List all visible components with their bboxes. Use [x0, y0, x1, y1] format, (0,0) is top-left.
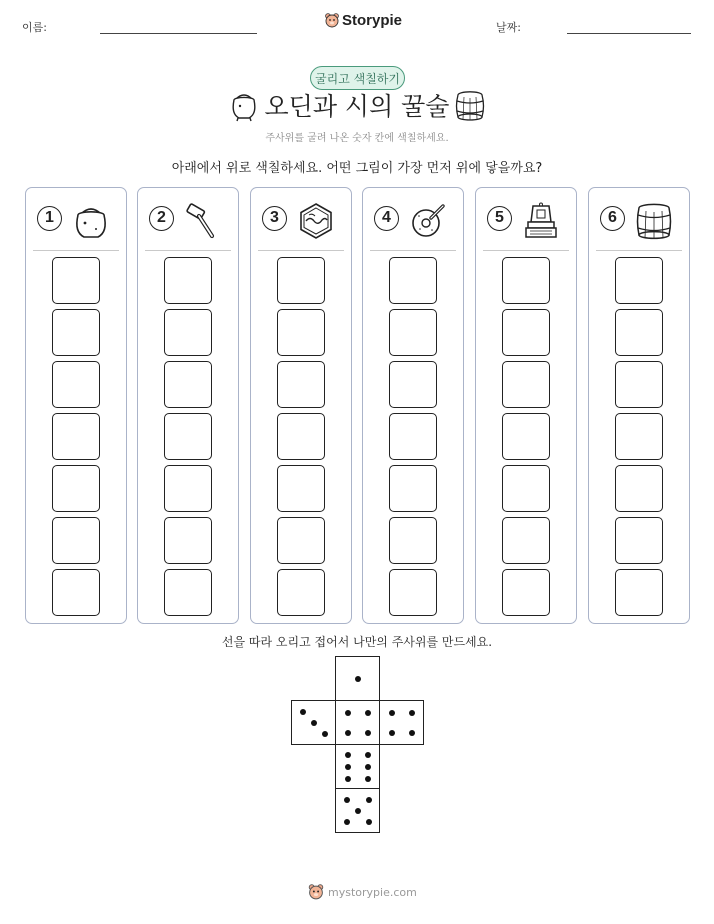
cell[interactable] [52, 309, 100, 356]
column-3 [250, 187, 352, 624]
die-pip [365, 764, 371, 770]
column-number: 4 [374, 206, 399, 231]
millstone-icon [409, 202, 447, 240]
cell[interactable] [389, 413, 437, 460]
die-pip [345, 752, 351, 758]
cell[interactable] [389, 569, 437, 616]
cell[interactable] [52, 257, 100, 304]
die-pip [355, 676, 361, 682]
subtitle: 주사위를 굴려 나온 숫자 칸에 색칠하세요. [265, 133, 449, 144]
page-title: 오딘과 시의 꿀술 [264, 92, 450, 121]
die-pip [322, 731, 328, 737]
cell[interactable] [277, 309, 325, 356]
cell-stack [164, 257, 212, 621]
column-number: 3 [262, 206, 287, 231]
cell[interactable] [164, 257, 212, 304]
column-5 [475, 187, 577, 624]
cell[interactable] [615, 465, 663, 512]
cell[interactable] [164, 569, 212, 616]
cell[interactable] [164, 413, 212, 460]
column-6 [588, 187, 690, 624]
coloring-columns [25, 187, 690, 624]
barrel-icon [455, 90, 485, 122]
cell[interactable] [389, 361, 437, 408]
cell[interactable] [502, 361, 550, 408]
name-line [100, 33, 257, 34]
cell[interactable] [52, 361, 100, 408]
die-pip [355, 808, 361, 814]
cell[interactable] [389, 257, 437, 304]
date-label: 날짜: [496, 21, 521, 34]
cell-stack [615, 257, 663, 621]
die-pip [345, 764, 351, 770]
cell[interactable] [615, 361, 663, 408]
cell[interactable] [615, 517, 663, 564]
cell[interactable] [277, 465, 325, 512]
die-pip [365, 776, 371, 782]
die-pip [409, 730, 415, 736]
cell[interactable] [502, 569, 550, 616]
bear-icon [325, 13, 339, 29]
die-pip [409, 710, 415, 716]
mead-hexagon-icon [297, 202, 335, 240]
cell[interactable] [52, 465, 100, 512]
die-pip [311, 720, 317, 726]
cell[interactable] [277, 569, 325, 616]
cell-stack [52, 257, 100, 621]
die-pip [365, 730, 371, 736]
cell[interactable] [52, 413, 100, 460]
footer [308, 884, 417, 901]
die-pip [344, 819, 350, 825]
die-pip [345, 776, 351, 782]
die-pip [345, 730, 351, 736]
name-label: 이름: [22, 21, 47, 34]
column-number: 1 [37, 206, 62, 231]
die-pip [366, 819, 372, 825]
barrel-icon [635, 202, 673, 240]
column-number: 6 [600, 206, 625, 231]
brand-logo [325, 12, 402, 29]
cell-stack [277, 257, 325, 621]
cell[interactable] [277, 257, 325, 304]
instruction: 아래에서 위로 색칠하세요. 어떤 그림이 가장 먼저 위에 닿을까요? [171, 161, 543, 176]
die-pip [389, 730, 395, 736]
die-pip [389, 710, 395, 716]
die-face-4 [379, 700, 424, 745]
cell[interactable] [164, 517, 212, 564]
column-1 [25, 187, 127, 624]
cell[interactable] [502, 517, 550, 564]
cell-stack [389, 257, 437, 621]
die-pip [365, 710, 371, 716]
cauldron-icon [72, 202, 110, 240]
cell[interactable] [164, 309, 212, 356]
cell[interactable] [277, 517, 325, 564]
fold-instruction: 선을 따라 오리고 접어서 나만의 주사위를 만드세요. [221, 635, 493, 649]
cell[interactable] [615, 257, 663, 304]
die-pip [345, 710, 351, 716]
hammer-icon [184, 202, 222, 240]
column-2 [137, 187, 239, 624]
column-number: 5 [487, 206, 512, 231]
cell[interactable] [389, 309, 437, 356]
date-line [567, 33, 691, 34]
cell[interactable] [502, 309, 550, 356]
cell[interactable] [615, 569, 663, 616]
column-number: 2 [149, 206, 174, 231]
cell[interactable] [615, 309, 663, 356]
brand-name: Storypie [342, 12, 403, 29]
die-pip [344, 797, 350, 803]
activity-badge: 굴리고 색칠하기 [310, 66, 405, 90]
die-face-4 [335, 700, 380, 745]
die-pip [366, 797, 372, 803]
column-4 [362, 187, 464, 624]
die-face-1 [335, 656, 380, 701]
footer-url[interactable]: mystorypie.com [328, 886, 417, 899]
die-face-3 [291, 700, 336, 745]
cell[interactable] [52, 517, 100, 564]
cell[interactable] [389, 465, 437, 512]
cell-stack [502, 257, 550, 621]
die-pip [365, 752, 371, 758]
cell[interactable] [164, 361, 212, 408]
cell[interactable] [615, 413, 663, 460]
cell[interactable] [277, 413, 325, 460]
throne-icon [522, 202, 560, 240]
cell[interactable] [389, 517, 437, 564]
cell[interactable] [277, 361, 325, 408]
cell[interactable] [502, 465, 550, 512]
die-pip [300, 709, 306, 715]
bear-icon [308, 884, 324, 901]
die-face-6 [335, 744, 380, 789]
die-face-5 [335, 788, 380, 833]
cell[interactable] [164, 465, 212, 512]
cell[interactable] [502, 257, 550, 304]
cell[interactable] [52, 569, 100, 616]
cell[interactable] [502, 413, 550, 460]
